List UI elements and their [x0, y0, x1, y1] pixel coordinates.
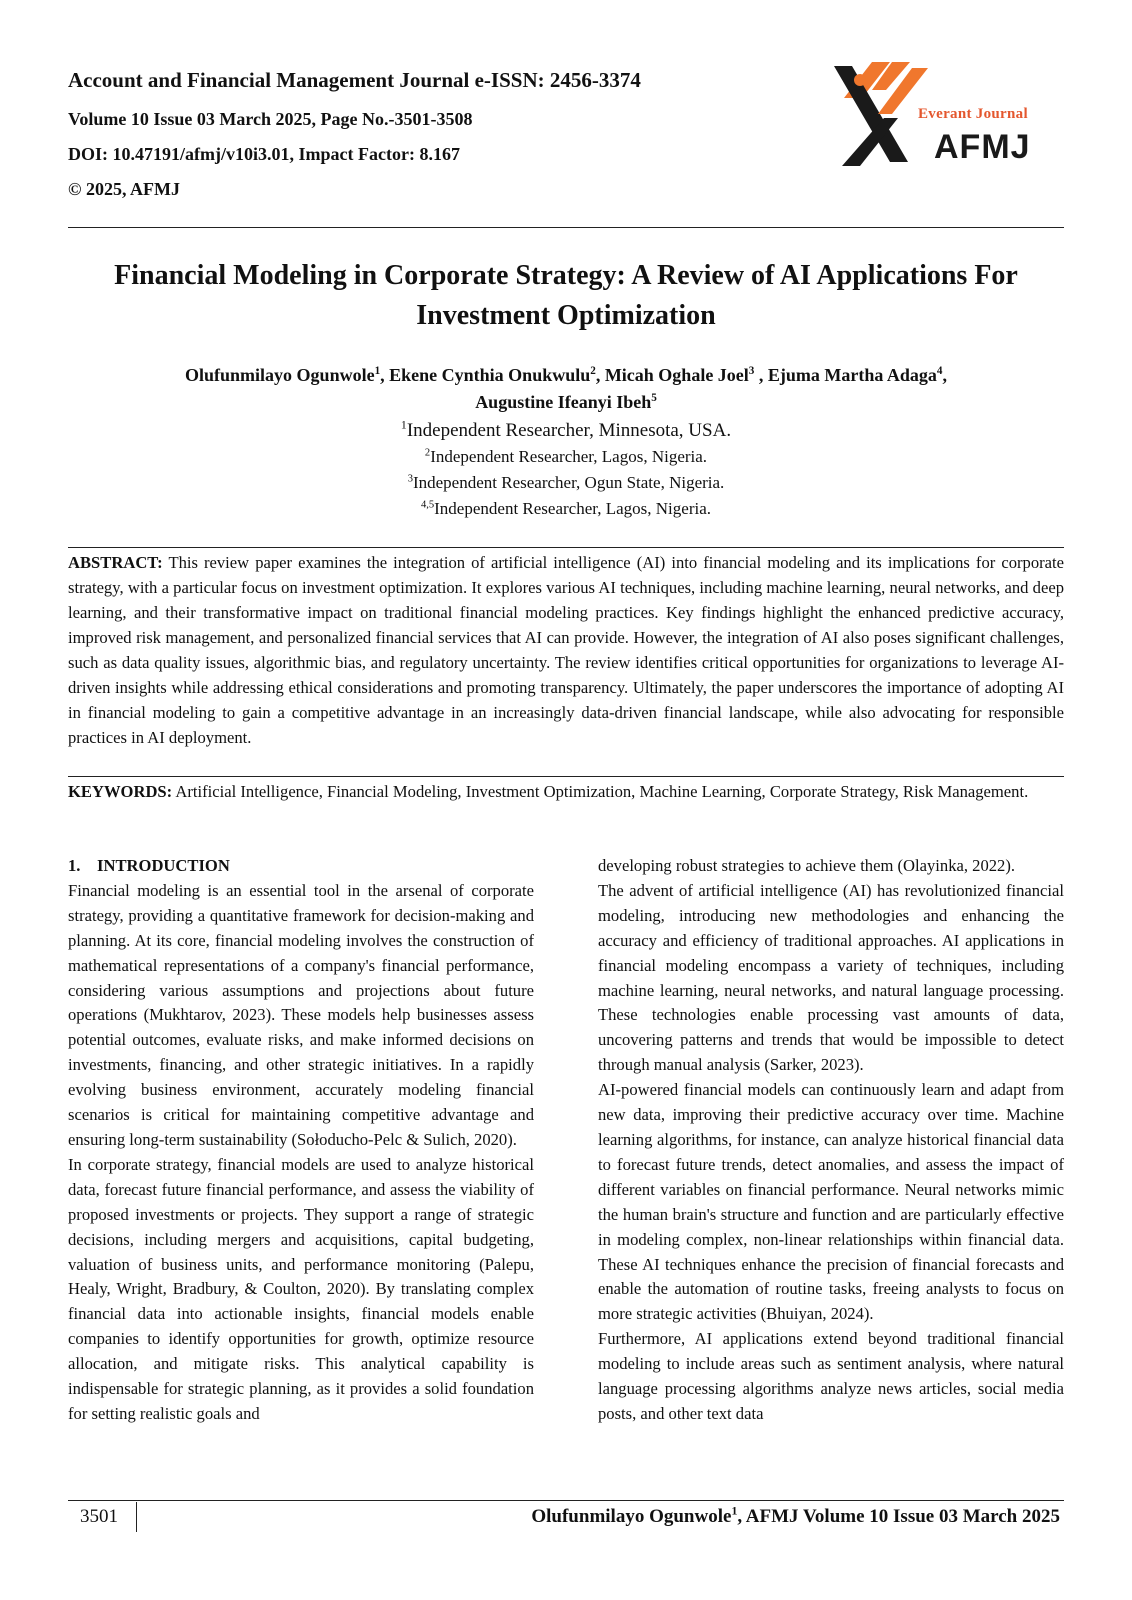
body-paragraph: AI-powered financial models can continuously learn and adapt from new data, improving their predictive accuracy over time. Machine learning algorithms, for instance, can analyze historical financial data to forecast future trends, detect anomalies, and assess the impact of different variables on financial performance. Neural networks mimic the human brain's structure and function and are particularly effective in modeling complex, non-linear relationships within financial data. These AI techniques enhance the precision of financial forecasts and enable the automation of routine tasks, freeing analysts to focus on more strategic activities (Bhuiyan, 2024).: [598, 1080, 1064, 1324]
running-footer: Olufunmilayo Ogunwole$^1$, AFMJ Volume 10 Issue 03 March 2025: [531, 1504, 1060, 1527]
paper-title: [68, 256, 1064, 336]
body-paragraph: In corporate strategy, financial models are used to analyze historical data, forecast future financial performance, and assess the viability of proposed investments or projects. They support a range of strategic decisions, including mergers and acquisitions, capital budgeting, valuation of business units, and performance monitoring (Palepu, Healy, Wright, Bradbury, & Coulton, 2020). By translating complex financial data into actionable insights, financial models enable companies to identify opportunities for growth, optimize resource allocation, and mitigate risks. This analytical capability is indispensable for strategic planning, as it provides a solid foundation for setting realistic goals and: [68, 1154, 534, 1423]
paper-title-line: Financial Modeling in Corporate Strategy: A Review of AI Applications For: [114, 260, 1018, 291]
right-column: [598, 854, 1064, 1427]
keywords-label: KEYWORDS:: [68, 782, 173, 801]
author: Ejuma Martha Adaga$^4$,: [767, 365, 947, 385]
author: Ekene Cynthia Onukwulu$^2$,: [389, 365, 605, 385]
author-list: [68, 362, 1064, 416]
affiliation: $^2$Independent Researcher, Lagos, Nigeria.: [424, 447, 708, 466]
author: Olufunmilayo Ogunwole$^1$,: [185, 365, 390, 385]
abstract: [68, 550, 1064, 750]
affiliation: $^1$Independent Researcher, Minnesota, USA.: [400, 418, 732, 441]
copyright: © 2025, AFMJ: [68, 179, 180, 199]
body-paragraph: developing robust strategies to achieve them (Olayinka, 2022).: [598, 856, 1016, 875]
abstract-text: This review paper examines the integration of artificial intelligence (AI) into financial modeling and its implications for corporate strategy, with a particular focus on investment optimization. It explores various AI techniques, including machine learning, neural networks, and deep learning, and their transformative impact on traditional financial modeling practices. Key findings highlight the enhanced predictive accuracy, improved risk management, and personalized financial services that AI can provide. However, the integration of AI also poses significant challenges, such as data quality issues, algorithmic bias, and regulatory uncertainty. The review identifies critical opportunities for organizations to leverage AI-driven insights while addressing ethical considerations and promoting transparency. Ultimately, the paper underscores the importance of adopting AI in financial modeling to gain a competitive advantage in an increasingly data-driven financial landscape, while also advocating for responsible practices in AI deployment.: [68, 553, 1064, 747]
left-column: [68, 854, 534, 1427]
abstract-bottom-divider: [68, 776, 1064, 777]
body-paragraph: Furthermore, AI applications extend beyond traditional financial modeling to include areas such as sentiment analysis, where natural language processing algorithms analyze news articles, social media posts, and other text data: [598, 1329, 1064, 1423]
volume-info: Volume 10 Issue 03 March 2025, Page No.-3501-3508: [68, 109, 473, 129]
affiliation: $^{4,5}$Independent Researcher, Lagos, Nigeria.: [420, 499, 712, 518]
author: Micah Oghale Joel$^3$ ,: [604, 365, 768, 385]
journal-header: [68, 68, 828, 214]
keywords: [68, 779, 1064, 804]
header-divider: [68, 227, 1064, 228]
body-paragraph: The advent of artificial intelligence (AI) has revolutionized financial modeling, introducing new methodologies and enhancing the accuracy and efficiency of traditional approaches. AI applications in financial modeling encompass a variety of techniques, including machine learning, neural networks, and natural language processing. These technologies enable processing vast amounts of data, uncovering patterns and trends that would be impossible to detect through manual analysis (Sarker, 2023).: [598, 880, 1064, 1075]
doi-info: DOI: 10.47191/afmj/v10i3.01, Impact Factor: 8.167: [68, 144, 460, 164]
section-heading: 1. INTRODUCTION: [68, 856, 230, 875]
affiliation-list: [68, 418, 1064, 522]
keywords-text: Artificial Intelligence, Financial Modeling, Investment Optimization, Machine Learning, Corporate Strategy, Risk Management.: [175, 782, 1029, 801]
page-number: 3501: [80, 1506, 118, 1527]
body-paragraph: Financial modeling is an essential tool in the arsenal of corporate strategy, providing a quantitative framework for decision-making and planning. At its core, financial modeling involves the construction of mathematical representations of a company's financial performance, considering various assumptions and projections about future operations (Mukhtarov, 2023). These models help businesses assess potential outcomes, evaluate risks, and make informed decisions on investments, financing, and other strategic initiatives. In a rapidly evolving business environment, accurately modeling financial scenarios is critical for maintaining competitive advantage and ensuring long-term sustainability (Sołoducho-Pelc & Sulich, 2020).: [68, 880, 534, 1149]
abstract-top-divider: [68, 547, 1064, 548]
logo-abbreviation: AFMJ: [934, 128, 1031, 166]
footer-separator: [136, 1502, 137, 1532]
abstract-label: ABSTRACT:: [68, 553, 163, 572]
logo-brand-text: Everant Journal: [918, 106, 1028, 122]
footer-divider: [68, 1500, 1064, 1501]
paper-title-line: Investment Optimization: [416, 300, 716, 331]
journal-logo: [832, 58, 1052, 178]
author: Augustine Ifeanyi Ibeh$^5$: [475, 392, 657, 412]
journal-name: Account and Financial Management Journal e-ISSN: 2456-3374: [68, 68, 641, 92]
affiliation: $^3$Independent Researcher, Ogun State, Nigeria.: [407, 473, 725, 492]
